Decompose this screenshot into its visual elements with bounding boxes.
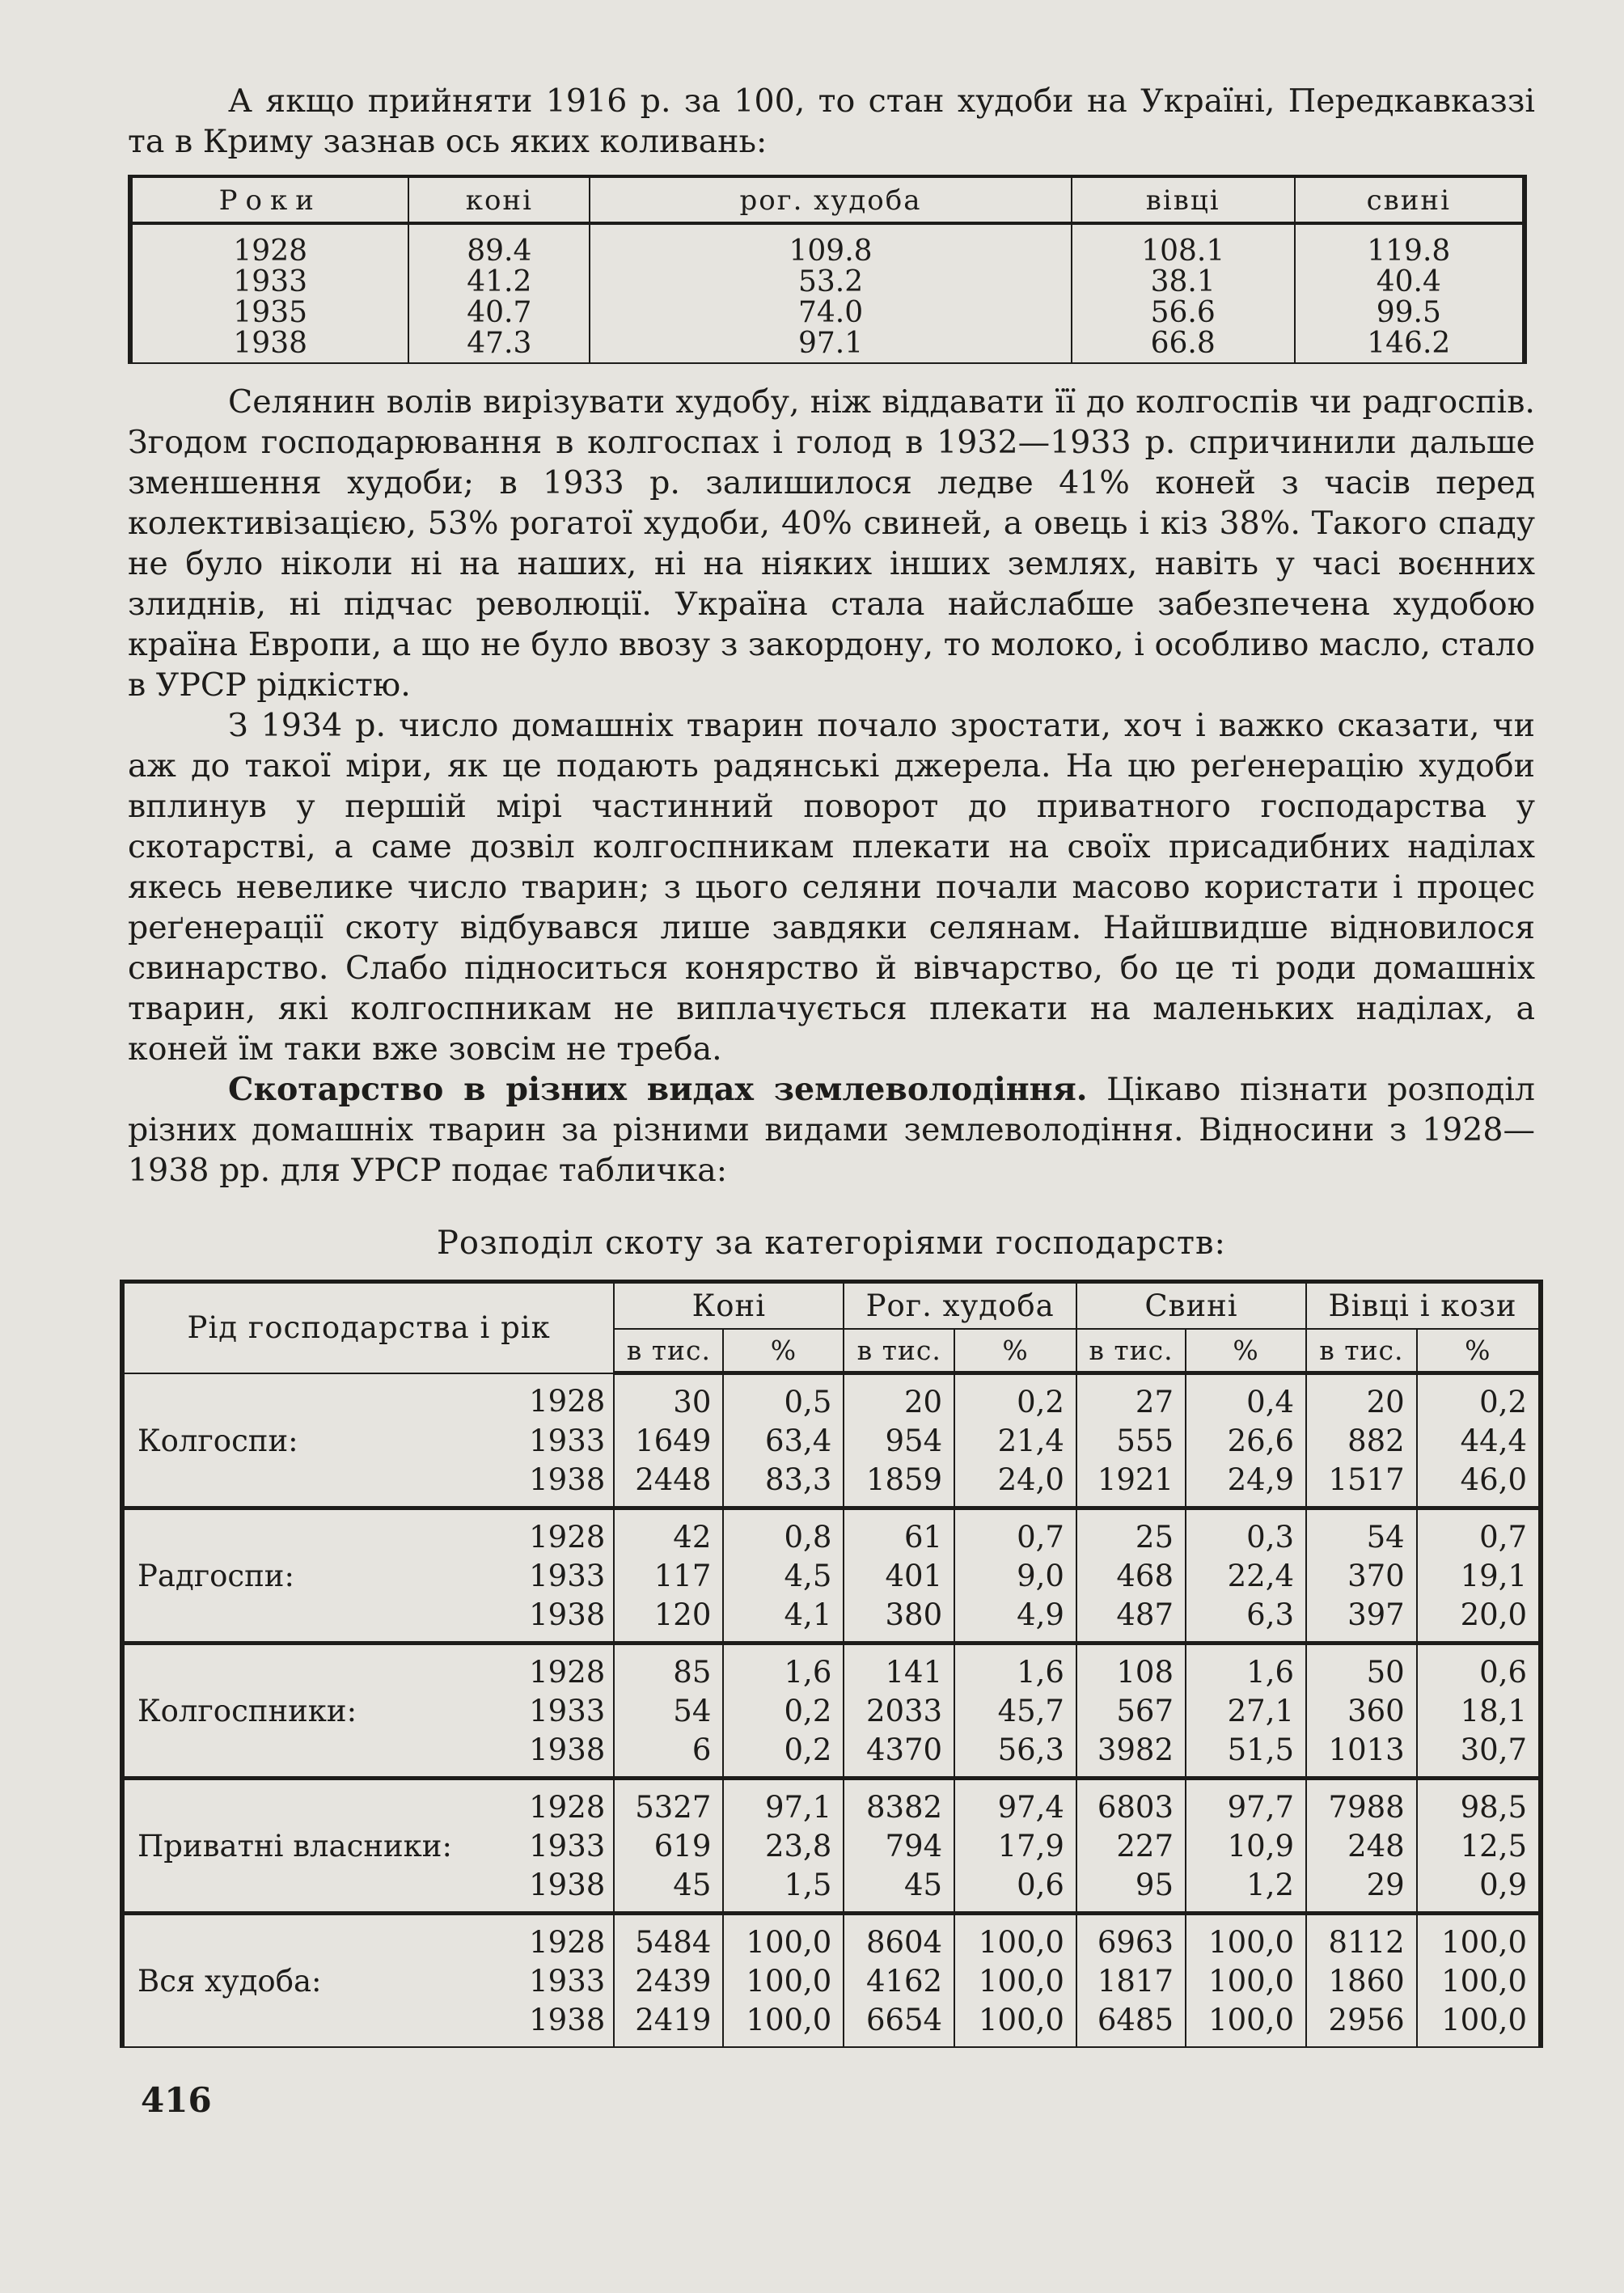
table2-value-pct: 63,4 [723, 1422, 844, 1461]
table2-value-abs: 370 [1306, 1557, 1417, 1596]
table1-cell: 119.8 [1295, 223, 1525, 267]
table2-year: 1933 [529, 1694, 606, 1728]
table1-cell: 146.2 [1295, 328, 1525, 363]
table2-value-abs: 6485 [1076, 2001, 1186, 2047]
table2-value-abs: 7988 [1306, 1779, 1417, 1828]
table2-value-abs: 397 [1306, 1596, 1417, 1644]
table2-value-abs: 2956 [1306, 2001, 1417, 2047]
table2-header-row [122, 1282, 1541, 1330]
table2-value-abs: 20 [844, 1373, 954, 1423]
table2-category-spacer [122, 1644, 526, 1693]
table1-header-sheep: вівці [1072, 176, 1295, 223]
table2-year: 1933 [529, 1424, 606, 1458]
table2-category-label: Приватні власники: [137, 1829, 452, 1864]
table2-category-spacer [122, 1914, 526, 1963]
table2-value-pct: 0,9 [1417, 1866, 1541, 1914]
table2-category-label: Колгоспи: [137, 1424, 298, 1458]
table2-category-spacer [122, 1779, 526, 1828]
table2-value-abs: 54 [614, 1692, 723, 1731]
table2-row [122, 1779, 1541, 1828]
table2-value-pct: 20,0 [1417, 1596, 1541, 1644]
table2-year: 1928 [529, 1790, 606, 1825]
table2-category-spacer [122, 1508, 526, 1558]
table2-value-abs: 954 [844, 1422, 954, 1461]
table2-value-pct: 23,8 [723, 1827, 844, 1866]
table1-cell: 1938 [233, 327, 308, 360]
table2-value-pct: 24,9 [1186, 1461, 1306, 1508]
table2-value-pct: 100,0 [954, 2001, 1076, 2047]
table2-value-abs: 882 [1306, 1422, 1417, 1461]
table2-value-pct: 0,2 [723, 1692, 844, 1731]
table2-value-pct: 56,3 [954, 1731, 1076, 1779]
table2-year: 1928 [529, 1655, 606, 1690]
table2-value-abs: 1649 [614, 1422, 723, 1461]
table2-group-cattle: Рог. худоба [844, 1282, 1076, 1330]
table2-value-pct: 0,6 [1417, 1644, 1541, 1693]
table2-value-abs: 248 [1306, 1827, 1417, 1866]
table2-value-pct: 97,4 [954, 1779, 1076, 1828]
subheader-pct: % [1186, 1329, 1306, 1373]
table2-value-abs: 794 [844, 1827, 954, 1866]
table1-cell: 109.8 [590, 223, 1072, 267]
table2-value-pct: 4,1 [723, 1596, 844, 1644]
table2-value-pct: 17,9 [954, 1827, 1076, 1866]
table2-value-abs: 141 [844, 1644, 954, 1693]
table2-value-abs: 42 [614, 1508, 723, 1558]
table2-year: 1933 [529, 1829, 606, 1864]
table2-value-pct: 0,3 [1186, 1508, 1306, 1558]
table2-row [122, 1461, 1541, 1508]
table2-value-pct: 0,2 [723, 1731, 844, 1779]
table2-value-abs: 468 [1076, 1557, 1186, 1596]
table2-row [122, 1508, 1541, 1558]
table1-header-years: Роки [130, 176, 408, 223]
table2-row [122, 1422, 1541, 1461]
table2-value-pct: 100,0 [723, 2001, 844, 2047]
table2-value-pct: 9,0 [954, 1557, 1076, 1596]
table2-category-label: Радгоспи: [137, 1559, 294, 1593]
table2-value-pct: 44,4 [1417, 1422, 1541, 1461]
table1-cell: 41.2 [408, 267, 590, 298]
table2-value-pct: 1,5 [723, 1866, 844, 1914]
paragraph-land-tenure [128, 1069, 1535, 1191]
table2-value-pct: 0,7 [1417, 1508, 1541, 1558]
table2-row [122, 1373, 1541, 1423]
table1-cell: 97.1 [590, 328, 1072, 363]
table2-value-pct: 45,7 [954, 1692, 1076, 1731]
table2-caption: Розподіл скоту за категоріями господарств: [437, 1225, 1226, 1262]
table2-value-pct: 46,0 [1417, 1461, 1541, 1508]
table1-row [130, 328, 1525, 363]
table2-corner-header: Рід господарства і рік [122, 1282, 614, 1373]
subheader-pct: % [1417, 1329, 1541, 1373]
table2-value-abs: 6803 [1076, 1779, 1186, 1828]
table2-category-spacer [122, 1461, 526, 1508]
table2-value-pct: 0,7 [954, 1508, 1076, 1558]
table2-value-abs: 54 [1306, 1508, 1417, 1558]
table2-value-abs: 6963 [1076, 1914, 1186, 1963]
table2-value-abs: 487 [1076, 1596, 1186, 1644]
table2-category-spacer [122, 1731, 526, 1779]
table2-value-abs: 1013 [1306, 1731, 1417, 1779]
table2-value-pct: 27,1 [1186, 1692, 1306, 1731]
table2-value-abs: 619 [614, 1827, 723, 1866]
table2-value-pct: 98,5 [1417, 1779, 1541, 1828]
table2-value-abs: 95 [1076, 1866, 1186, 1914]
table2-year: 1933 [529, 1964, 606, 1999]
table2-value-pct: 100,0 [1186, 1962, 1306, 2001]
table2-value-abs: 120 [614, 1596, 723, 1644]
table1-header-horses: коні [408, 176, 590, 223]
table2-value-abs: 27 [1076, 1373, 1186, 1423]
table2-value-abs: 555 [1076, 1422, 1186, 1461]
table2-value-pct: 21,4 [954, 1422, 1076, 1461]
subheader-pct: % [723, 1329, 844, 1373]
table2-value-abs: 1921 [1076, 1461, 1186, 1508]
table2-value-pct: 0,2 [1417, 1373, 1541, 1423]
page-number: 416 [141, 2080, 212, 2120]
table2-value-abs: 30 [614, 1373, 723, 1423]
table2-row [122, 1914, 1541, 1963]
table2-value-abs: 50 [1306, 1644, 1417, 1693]
table1-header-cattle: рог. худоба [590, 176, 1072, 223]
table1-cell: 108.1 [1072, 223, 1295, 267]
table2-value-abs: 45 [614, 1866, 723, 1914]
table2-value-pct: 0,8 [723, 1508, 844, 1558]
paragraph-regeneration: З 1934 р. число домашніх тварин почало зростати, хоч і важко сказати, чи аж до такої міри, як це подають радянські джерела. На цю реґенерацію худоби вплинув у першій мірі частинний поворот до приватного господарства у скотарстві, а саме дозвіл колгоспникам плекати на своїх присадибних наділах якесь невелике число тварин; з цього селяни почали масово користати і процес реґенерації скоту відбувався лише завдяки селянам. Найшвидше відновилося свинарство. Слабо підноситься конярство й вівчарство, бо це ті роди домашніх тварин, які колгоспникам не виплачується плекати на маленьких наділах, а коней їм таки вже зовсім не треба. [128, 707, 1535, 1068]
table1-cell: 1928 [233, 235, 308, 268]
table2-value-pct: 100,0 [1417, 2001, 1541, 2047]
table2-year: 1938 [529, 1462, 606, 1497]
table2-value-abs: 4370 [844, 1731, 954, 1779]
table1-cell: 99.5 [1295, 298, 1525, 328]
table2-value-abs: 20 [1306, 1373, 1417, 1423]
table2-section [122, 1508, 1541, 1644]
table2-value-abs: 61 [844, 1508, 954, 1558]
table2-value-abs: 8604 [844, 1914, 954, 1963]
table2-value-pct: 100,0 [954, 1914, 1076, 1963]
table2-value-abs: 8382 [844, 1779, 954, 1828]
table2-value-abs: 8112 [1306, 1914, 1417, 1963]
table2-value-pct: 100,0 [1186, 1914, 1306, 1963]
table2-value-pct: 19,1 [1417, 1557, 1541, 1596]
table2-row [122, 1962, 1541, 2001]
table2-value-abs: 85 [614, 1644, 723, 1693]
table2-year: 1928 [529, 1384, 606, 1419]
table2-value-pct: 1,6 [954, 1644, 1076, 1693]
table2-year: 1928 [529, 1520, 606, 1555]
table2-value-abs: 45 [844, 1866, 954, 1914]
table2-value-abs: 3982 [1076, 1731, 1186, 1779]
table1-cell: 40.7 [408, 298, 590, 328]
table2-value-abs: 108 [1076, 1644, 1186, 1693]
table2-value-pct: 97,7 [1186, 1779, 1306, 1828]
table1-row [130, 298, 1525, 328]
table2-value-pct: 100,0 [723, 1962, 844, 2001]
paragraph-collectivization: Селянин волів вирізувати худобу, ніж віддавати її до колгоспів чи радгоспів. Згодом господарювання в колгоспах і голод в 1932—1933 р. спричинили дальше зменшення худоби; в 1933 р. залишилося ледве 41% коней з часів перед колективізацією, 53% рогатої худоби, 40% свиней, а овець і кіз 38%. Такого спаду не було ніколи ні на наших, ні на ніяких інших землях, навіть у часі воєнних злиднів, ні підчас революції. Україна стала найслабше забезпечена худобою країна Европи, а що не було ввозу з закордону, то молоко, і особливо масло, стало в УРСР рідкістю. [128, 383, 1535, 704]
table2-row [122, 1644, 1541, 1693]
table1-body [130, 223, 1525, 363]
table2-category-spacer [122, 1866, 526, 1914]
table2-year: 1938 [529, 2003, 606, 2037]
table2-value-pct: 0,2 [954, 1373, 1076, 1423]
table2-value-pct: 12,5 [1417, 1827, 1541, 1866]
table2-value-pct: 0,6 [954, 1866, 1076, 1914]
table2-category-spacer [122, 2001, 526, 2047]
table2-category-spacer [122, 1373, 526, 1423]
table2-value-pct: 100,0 [1417, 1914, 1541, 1963]
table2-year: 1938 [529, 1868, 606, 1902]
table2-value-abs: 2419 [614, 2001, 723, 2047]
table2-row [122, 1866, 1541, 1914]
table2-value-abs: 5484 [614, 1914, 723, 1963]
table2-value-pct: 1,6 [723, 1644, 844, 1693]
table2-value-abs: 1859 [844, 1461, 954, 1508]
table2-row [122, 2001, 1541, 2047]
table1-cell: 89.4 [408, 223, 590, 267]
section-heading: Скотарство в різних видах землеволодіння. [228, 1071, 1088, 1108]
table2-category-label: Колгоспники: [137, 1694, 357, 1728]
table2-value-abs: 117 [614, 1557, 723, 1596]
subheader-abs: в тис. [1306, 1329, 1417, 1373]
table2-value-pct: 0,4 [1186, 1373, 1306, 1423]
table2-value-pct: 4,5 [723, 1557, 844, 1596]
table2-section [122, 1779, 1541, 1914]
table2-value-abs: 2033 [844, 1692, 954, 1731]
table2-category-spacer [122, 1596, 526, 1644]
table2-value-pct: 30,7 [1417, 1731, 1541, 1779]
table2-value-pct: 4,9 [954, 1596, 1076, 1644]
table2-value-pct: 18,1 [1417, 1692, 1541, 1731]
table2-value-abs: 360 [1306, 1692, 1417, 1731]
table1-cell: 56.6 [1072, 298, 1295, 328]
table2-value-pct: 1,6 [1186, 1644, 1306, 1693]
table2-section [122, 1644, 1541, 1779]
table1-cell: 40.4 [1295, 267, 1525, 298]
table2-value-abs: 25 [1076, 1508, 1186, 1558]
subheader-pct: % [954, 1329, 1076, 1373]
table1-cell: 1935 [233, 296, 308, 329]
table2-value-pct: 100,0 [1186, 2001, 1306, 2047]
subheader-abs: в тис. [844, 1329, 954, 1373]
livestock-index-table [128, 175, 1527, 364]
table2-category-label: Вся худоба: [137, 1964, 322, 1999]
table2-value-pct: 22,4 [1186, 1557, 1306, 1596]
table2-value-pct: 26,6 [1186, 1422, 1306, 1461]
table2-row [122, 1731, 1541, 1779]
table2-value-pct: 100,0 [954, 1962, 1076, 2001]
paragraph-land-tenure-text: Цікаво пізнати розподіл різних домашніх тварин за різними видами землеволодіння. Відносини з 1928—1938 рр. для УРСР подає табличка: [128, 1071, 1535, 1189]
table1-header-row [130, 176, 1525, 223]
table2-value-pct: 10,9 [1186, 1827, 1306, 1866]
table2-value-pct: 6,3 [1186, 1596, 1306, 1644]
table2-row [122, 1692, 1541, 1731]
table1-row [130, 223, 1525, 267]
subheader-abs: в тис. [1076, 1329, 1186, 1373]
table2-value-abs: 29 [1306, 1866, 1417, 1914]
table1-header-pigs: свині [1295, 176, 1525, 223]
table1-cell: 38.1 [1072, 267, 1295, 298]
table2-value-abs: 567 [1076, 1692, 1186, 1731]
table2-value-abs: 401 [844, 1557, 954, 1596]
intro-paragraph: А якщо прийняти 1916 р. за 100, то стан худоби на Україні, Передкавказзі та в Криму зазнав ось яких коливань: [128, 82, 1535, 160]
table1-cell: 66.8 [1072, 328, 1295, 363]
table2-year: 1933 [529, 1559, 606, 1593]
table2-value-abs: 2439 [614, 1962, 723, 2001]
table2-value-pct: 100,0 [1417, 1962, 1541, 2001]
subheader-abs: в тис. [614, 1329, 723, 1373]
table2-value-pct: 24,0 [954, 1461, 1076, 1508]
table2-value-pct: 0,5 [723, 1373, 844, 1423]
table2-value-pct: 51,5 [1186, 1731, 1306, 1779]
table2-row [122, 1596, 1541, 1644]
table2-group-horses: Коні [614, 1282, 844, 1330]
table2-row [122, 1557, 1541, 1596]
table2-year: 1928 [529, 1925, 606, 1960]
table2-group-pigs: Свині [1076, 1282, 1306, 1330]
table2-value-abs: 227 [1076, 1827, 1186, 1866]
table2-section [122, 1914, 1541, 2048]
table2-value-pct: 97,1 [723, 1779, 844, 1828]
table2-group-sheep-goats: Вівці і кози [1306, 1282, 1541, 1330]
livestock-distribution-table [120, 1280, 1543, 2048]
table2-section [122, 1373, 1541, 1508]
table2-value-abs: 4162 [844, 1962, 954, 2001]
table2-value-abs: 6 [614, 1731, 723, 1779]
table2-value-abs: 1517 [1306, 1461, 1417, 1508]
table2-value-abs: 5327 [614, 1779, 723, 1828]
book-page [128, 0, 1624, 2120]
table2-value-pct: 83,3 [723, 1461, 844, 1508]
table1-row [130, 267, 1525, 298]
table1-cell: 1933 [233, 265, 308, 298]
table2-year: 1938 [529, 1732, 606, 1767]
table1-cell: 74.0 [590, 298, 1072, 328]
table2-value-abs: 380 [844, 1596, 954, 1644]
table2-year: 1938 [529, 1597, 606, 1632]
table2-value-pct: 1,2 [1186, 1866, 1306, 1914]
table1-cell: 47.3 [408, 328, 590, 363]
table2-row [122, 1827, 1541, 1866]
table2-value-abs: 1817 [1076, 1962, 1186, 2001]
table1-cell: 53.2 [590, 267, 1072, 298]
table2-value-abs: 2448 [614, 1461, 723, 1508]
table2-value-pct: 100,0 [723, 1914, 844, 1963]
table2-value-abs: 1860 [1306, 1962, 1417, 2001]
table2-value-abs: 6654 [844, 2001, 954, 2047]
